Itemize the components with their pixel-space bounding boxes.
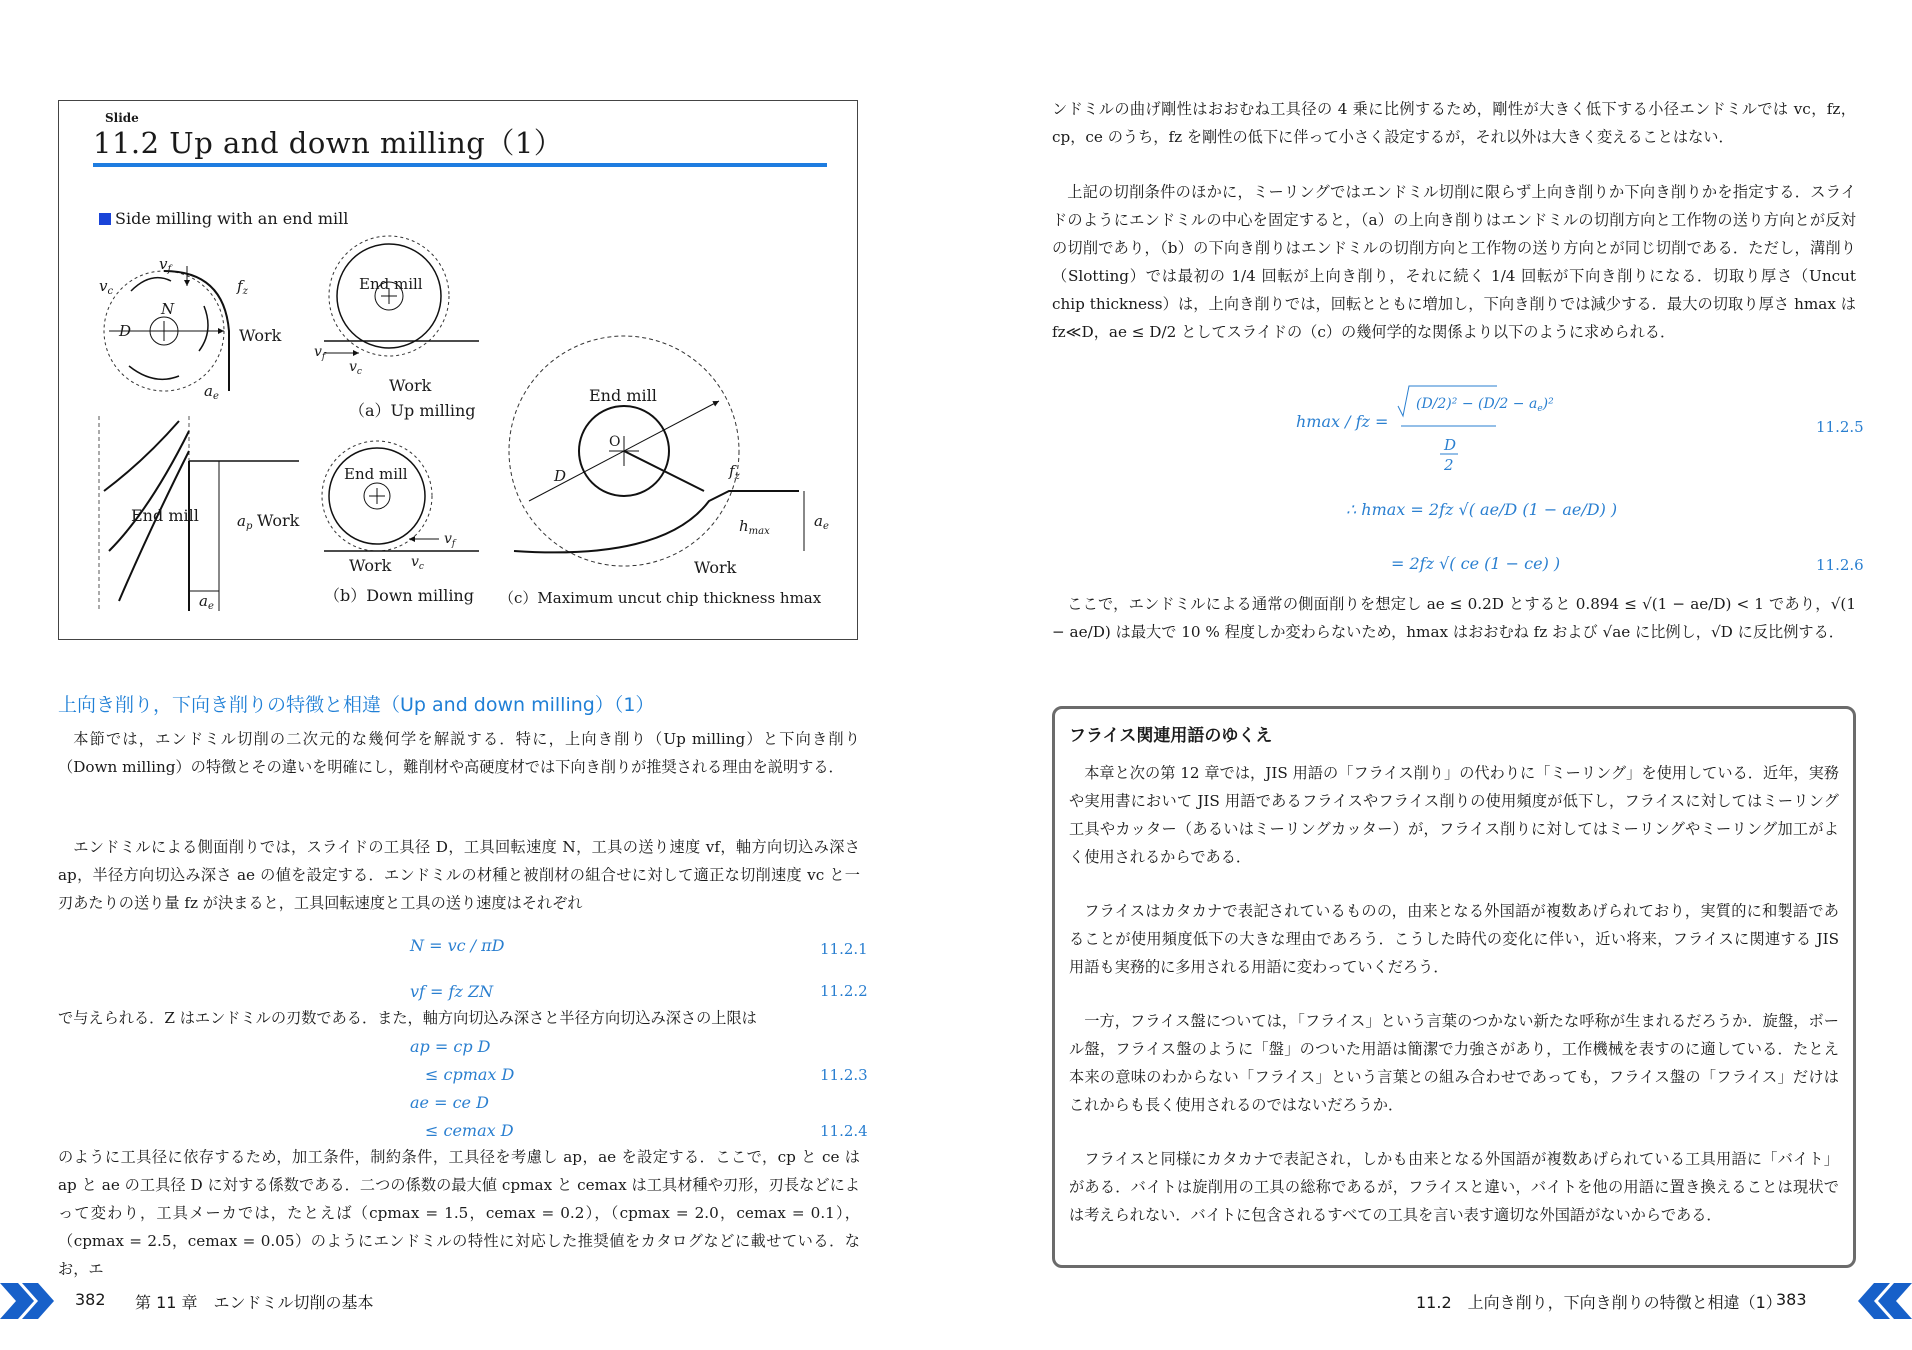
caption-a: （a）Up milling (349, 401, 476, 420)
svg-text:End mill: End mill (344, 465, 408, 483)
slide-tag: Slide (105, 111, 139, 125)
svg-text:D: D (1444, 436, 1457, 454)
svg-text:Work: Work (239, 326, 282, 345)
equation-11-2-6a: ∴ hmax = 2fz √( ae/D (1 − ae/D) ) (1346, 500, 1618, 519)
right-para-1: ンドミルの曲げ剛性はおおむね工具径の 4 乗に比例するため，剛性が大きく低下する小径エンドミルでは vc，fz，cp，ce のうち，fz を剛性の低下に伴って小さく設定するが，それ以外は大きく変えることはない． (1052, 100, 1856, 146)
left-para-1: 本節では，エンドミル切削の二次元的な幾何学を解説する．特に，上向き削り（Up milling）と下向き削り（Down milling）の特徴とその違いを明確にし，難削材や高硬度材では下向き削りが推奨される理由を説明する． (58, 730, 860, 776)
equation-number-11-2-5: 11.2.5 (1816, 418, 1864, 436)
svg-text:End mill: End mill (131, 506, 199, 525)
chevron-left-icon (1852, 1283, 1912, 1319)
equation-11-2-1: N = vc / πD (410, 936, 505, 955)
svg-text:vf: $v_f$ (444, 531, 456, 549)
equation-number-11-2-2: 11.2.2 (820, 982, 868, 1000)
svg-text:End mill: End mill (589, 386, 657, 405)
equation-11-2-2: vf = fz ZN (410, 982, 494, 1001)
svg-text:N: N (161, 300, 175, 318)
left-para-4: のように工具径に依存するため，加工条件，制約条件，工具径を考慮し ap，ae を設定する．ここで，cp と ce は ap と ae の工具径 D に対する係数である．二つの係数の最大値 cpmax と cemax は工具材種や刃形，刃長などによって変わり，工具メーカでは，たとえば（cpmax = 1.5，cemax = 0.2），（cpmax = 2.0，cemax = 0.1），（cpmax = 2.5，cemax = 0.05）のようにエンドミルの特性に対応した推奨値をカタログなどに載せている．なお，エ (58, 1148, 860, 1278)
section-footer: 11.2 上向き削り，下向き削りの特徴と相違（1） (1416, 1293, 1782, 1312)
slide-title: 11.2 Up and down milling（1） (93, 126, 564, 160)
svg-text:D: D (554, 467, 567, 485)
svg-text:O: O (609, 434, 621, 450)
svg-text:2: 2 (1444, 456, 1454, 474)
column-para-4: フライスと同様にカタカナで表記され，しかも由来となる外国語が複数あげられている工具用語に「バイト」がある．バイトは旋削用の工具の総称であるが，フライスと違い，バイトを他の用語に置き換えることは現状では考えられない．バイトに包含されるすべての工具を言い表す適切な外国語がないからである． (1069, 1150, 1839, 1224)
column-box-title: フライス関連用語のゆくえ (1069, 726, 1273, 746)
page-number-right: 383 (1776, 1290, 1807, 1309)
column-para-1: 本章と次の第 12 章では，JIS 用語の「フライス削り」の代わりに「ミーリング」を使用している．近年，実務や実用書において JIS 用語であるフライスやフライス削りの使用頻度が低下し，フライスに対してはミーリング工具やカッター（あるいはミーリングカッター）が，フライス削りに対してはミーリングやミーリング加工がよく使用されるからである． (1069, 764, 1839, 866)
svg-text:ap: $a_p$ (237, 512, 253, 532)
svg-text:fz: $f_z$ (237, 277, 248, 297)
svg-text:hmax: $h_{max}$ (739, 517, 770, 537)
svg-text:Work: Work (389, 376, 432, 395)
svg-text:vc: $v_c$ (349, 359, 362, 377)
equation-number-11-2-6: 11.2.6 (1816, 556, 1864, 574)
chapter-title: 第 11 章 エンドミル切削の基本 (135, 1293, 374, 1312)
svg-text:Work: Work (257, 511, 300, 530)
chip-thickness-view (499, 336, 829, 607)
page-number-left: 382 (75, 1290, 106, 1309)
column-para-3: 一方，フライス盤については，「フライス」という言葉のつかない新たな呼称が生まれるだろうか．旋盤，ボール盤，フライス盤のように「盤」のついた用語は簡潔で力強さがあり，工作機械を表すのに適している．たとえ本来の意味のわからない「フライス」という言葉との組み合わせであっても，フライス盤の「フライス」だけはこれからも長く使用されるのではないだろうか． (1069, 1012, 1839, 1114)
equation-number-11-2-4: 11.2.4 (820, 1122, 868, 1140)
right-page (956, 0, 1912, 1350)
equation-11-2-3b: ≤ cpmax D (425, 1065, 515, 1084)
column-box (1052, 706, 1856, 1268)
equation-number-11-2-3: 11.2.3 (820, 1066, 868, 1084)
equation-11-2-6b: = 2fz √( ce (1 − ce) ) (1391, 554, 1561, 573)
equation-11-2-3a: ap = cp D (410, 1037, 491, 1056)
endmill-top-view (99, 255, 282, 402)
svg-text:ae: $a_e$ (199, 592, 214, 612)
svg-text:(D/2)² − (D/2 − ae)²: $(D/2)^2 - (D/2 - a_e)^2$ (1416, 396, 1554, 414)
right-para-3: ここで，エンドミルによる通常の側面削りを想定し ae ≤ 0.2D とすると 0.894 ≤ √(1 − ae/D) < 1 であり，√(1 − ae/D) は最大で 10 % 程度しか変わらないため，hmax はおおむね fz および √ae に比例し，√D に反比例する． (1052, 595, 1856, 641)
endmill-side-view (99, 416, 300, 612)
down-milling-view (322, 441, 479, 605)
up-milling-view (314, 236, 479, 420)
caption-c: （c）Maximum uncut chip thickness hmax (499, 589, 822, 607)
caption-b: （b）Down milling (324, 586, 474, 605)
left-para-3: で与えられる．Z はエンドミルの刃数である．また，軸方向切込み深さと半径方向切込み深さの上限は (58, 1009, 757, 1027)
svg-text:vf: $v_f$ (314, 344, 326, 362)
svg-text:vc: $v_c$ (99, 277, 114, 297)
svg-text:D: D (119, 322, 132, 340)
equation-11-2-5-lhs: hmax / fz = (1296, 412, 1389, 431)
section-heading: 上向き削り，下向き削りの特徴と相違（Up and down milling）（1） (58, 694, 655, 716)
svg-text:ae: $a_e$ (204, 382, 219, 402)
svg-text:End mill: End mill (359, 275, 423, 293)
svg-text:Work: Work (694, 558, 737, 577)
left-para-2: エンドミルによる側面削りでは，スライドの工具径 D，工具回転速度 N，工具の送り速度 vf，軸方向切込み深さ ap，半径方向切込み深さ ae の値を設定する．エンドミルの材種と被削材の組合せに対して適正な切削速度 vc と一刃あたりの送り量 fz が決まると，工具回転速度と工具の送り速度はそれぞれ (58, 838, 860, 912)
column-para-2: フライスはカタカナで表記されているものの，由来となる外国語が複数あげられており，実質的に和製語であることが使用頻度低下の大きな理由であろう．こうした時代の変化に伴い，近い将来，フライスに関連する JIS 用語も実務的に多用される用語に変わっていくだろう． (1069, 902, 1839, 976)
svg-text:vc: $v_c$ (411, 554, 424, 572)
equation-number-11-2-1: 11.2.1 (820, 940, 868, 958)
slide-figure (58, 100, 858, 640)
chevron-right-icon (0, 1283, 60, 1319)
milling-diagram (59, 101, 859, 641)
equation-11-2-4a: ae = ce D (410, 1093, 489, 1112)
svg-text:Work: Work (349, 556, 392, 575)
svg-text:fz: $f_z$ (729, 462, 740, 482)
equation-11-2-4b: ≤ cemax D (425, 1121, 514, 1140)
svg-text:ae: $a_e$ (814, 512, 829, 532)
side-milling-label-text: Side milling with an end mill (115, 209, 349, 228)
svg-text:vf: $v_f$ (159, 255, 172, 275)
right-para-2: 上記の切削条件のほかに，ミーリングではエンドミル切削に限らず上向き削りか下向き削りかを指定する．スライドのようにエンドミルの中心を固定すると，（a）の上向き削りはエンドミルの切削方向と工作物の送り方向とが反対の切削であり，（b）の下向き削りはエンドミルの切削方向と工作物の送り方向とが同じ切削である．ただし，溝削り（Slotting）では最初の 1/4 回転が上向き削り，それに続く 1/4 回転が下向き削りになる．切取り厚さ（Uncut chip thickness）は，上向き削りでは，回転とともに増加し，下向き削りでは減少する．最大の切取り厚さ hmax は fz≪D，ae ≤ D/2 としてスライドの（c）の幾何学的な関係より以下のように求められる． (1052, 183, 1856, 341)
